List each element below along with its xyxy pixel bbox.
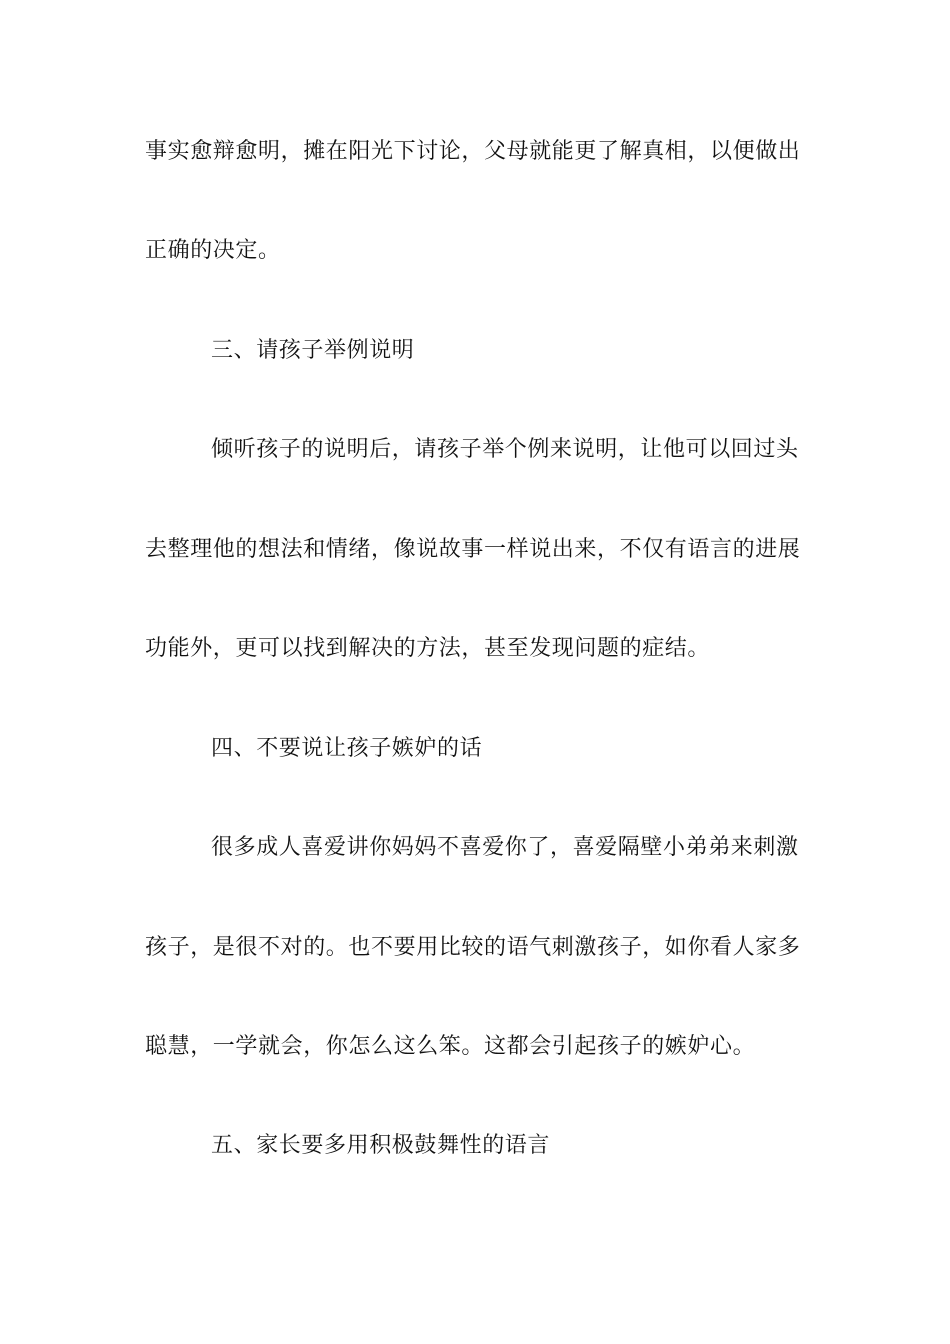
paragraph-line: 功能外，更可以找到解决的方法，甚至发现问题的症结。 [145,636,711,661]
paragraph-line: 正确的决定。 [145,238,281,263]
section-heading: 三、请孩子举例说明 [211,338,415,363]
section-heading: 四、不要说让孩子嫉妒的话 [211,736,483,761]
paragraph-line: 倾听孩子的说明后，请孩子举个例来说明，让他可以回过头 [211,437,799,462]
paragraph-line: 事实愈辩愈明，摊在阳光下讨论，父母就能更了解真相，以便做出 [145,139,801,164]
paragraph-line: 去整理他的想法和情绪，像说故事一样说出来，不仅有语言的进展 [145,537,801,562]
paragraph-line: 很多成人喜爱讲你妈妈不喜爱你了，喜爱隔壁小弟弟来刺激 [211,835,799,860]
paragraph-line: 孩子，是很不对的。也不要用比较的语气刺激孩子，如你看人家多 [145,935,801,960]
section-heading: 五、家长要多用积极鼓舞性的语言 [211,1133,551,1158]
paragraph-line: 聪慧，一学就会，你怎么这么笨。这都会引起孩子的嫉妒心。 [145,1034,756,1059]
